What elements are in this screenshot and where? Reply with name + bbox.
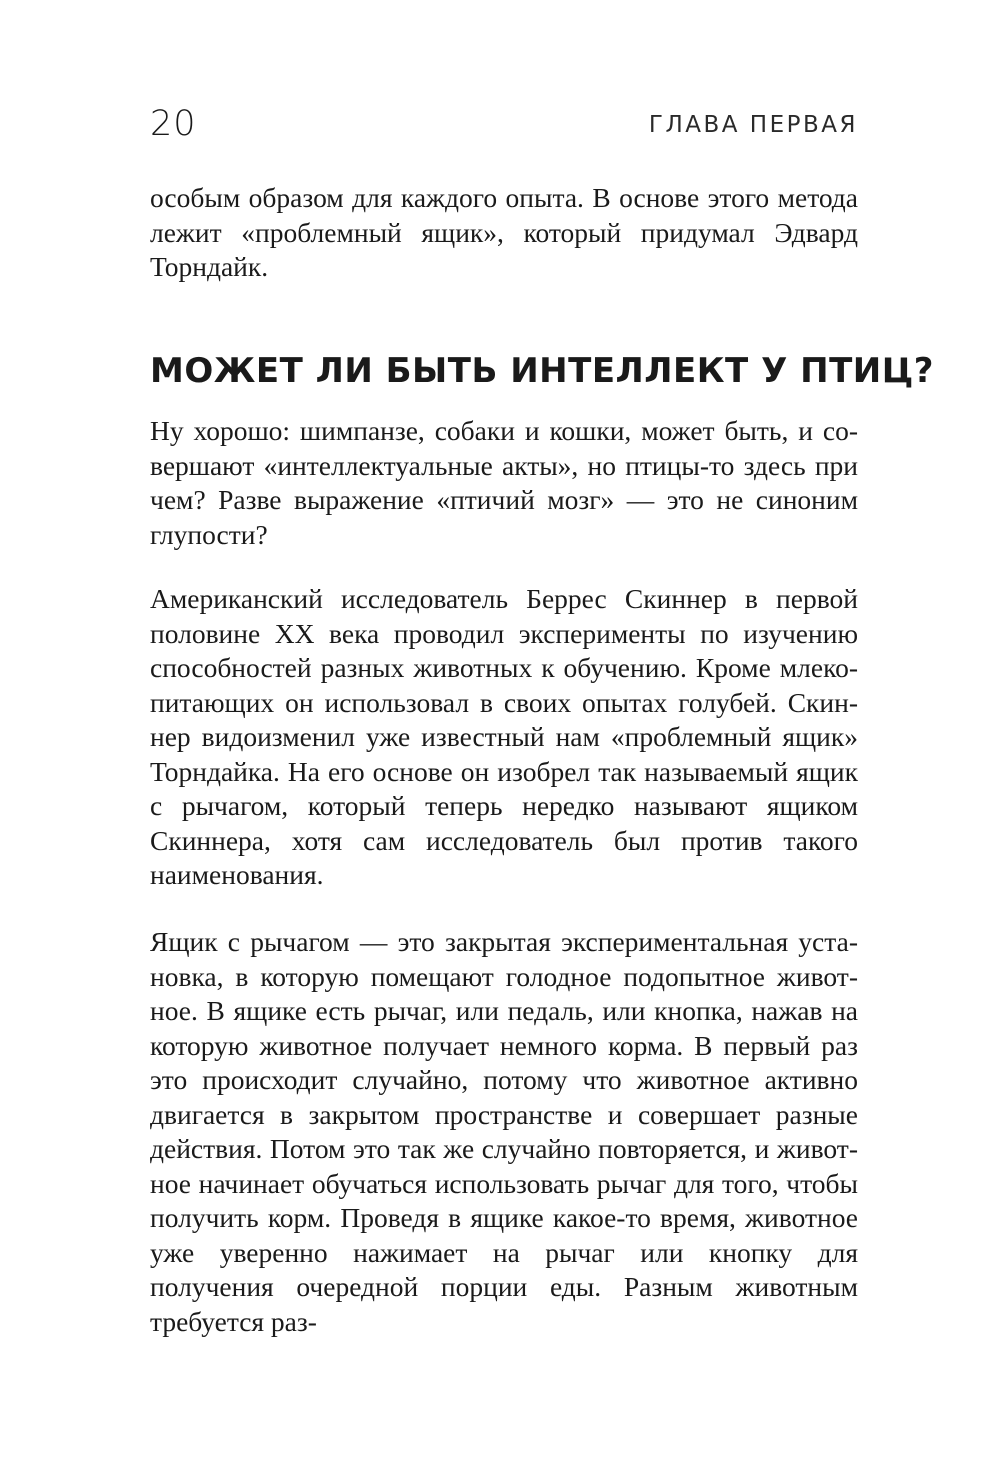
- paragraph-3: Ящик с рычагом — это закрытая экспериментальная установка, в которую помещают голодное подопытное животное. В ящике есть рычаг, или педаль, или кнопка, нажав на которую животное получает немного корма. В первый раз это происходит случайно, потому что животное активно двигается в закрытом пространстве и совершает разные действия. Потом это так же случайно повторяется, и животное начинает обучаться использовать рычаг для того, чтобы получить корм. Проведя в ящике какое-то время, животное уже уверенно нажимает на рычаг или кнопку для получения очередной порции еды. Разным животным требуется раз-: [150, 926, 858, 1337]
- chapter-title: ГЛАВА ПЕРВАЯ: [648, 112, 858, 138]
- intro-paragraph: особым образом для каждого опыта. В основе этого метода лежит «проблемный ящик», который придумал Эдвард Торндайк.: [150, 182, 858, 282]
- page-number: 20: [150, 104, 197, 144]
- paragraph-1: Ну хорошо: шимпанзе, собаки и кошки, может быть, и совершают «интеллектуальные акты», но птицы-то здесь при чем? Разве выражение «птичий мозг» — это не синоним глупости?: [150, 415, 858, 550]
- paragraph-2: Американский исследователь Беррес Скиннер в первой половине XX века проводил эксперименты по изучению способностей разных животных к обучению. Кроме млекопитающих он использовал в своих опытах голубей. Скиннер видоизменил уже известный нам «проблемный ящик» Торндайка. На его основе он изобрел так называемый ящик с рычагом, который теперь нередко называют ящиком Скиннера, хотя сам исследователь был против такого наименования.: [150, 583, 858, 890]
- running-head: [150, 100, 858, 150]
- book-page: [150, 0, 935, 1464]
- section-heading: МОЖЕТ ЛИ БЫТЬ ИНТЕЛЛЕКТ У ПТИЦ?: [150, 351, 935, 391]
